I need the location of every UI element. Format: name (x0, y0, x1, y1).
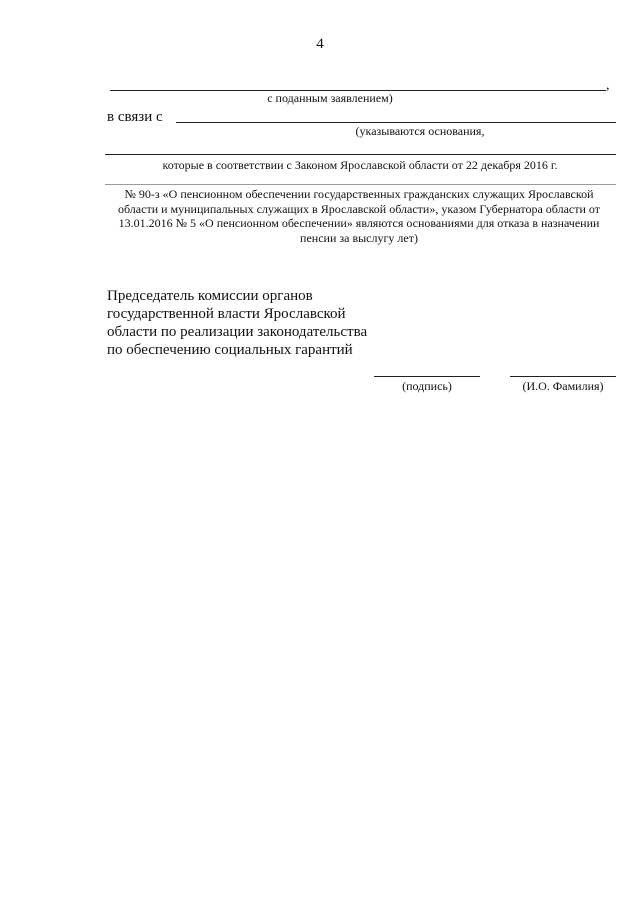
blank-line-grounds-continued[interactable] (105, 154, 616, 155)
name-line[interactable] (510, 376, 616, 377)
caption-grounds: (указываются основания, (355, 124, 485, 138)
trailing-comma: , (606, 78, 610, 93)
caption-signature: (подпись) (402, 379, 452, 393)
caption-law: которые в соответствии с Законом Ярославской области от 22 декабря 2016 г. (162, 158, 558, 172)
caption-application: с поданным заявлением) (267, 91, 393, 105)
label-in-connection: в связи с (107, 109, 163, 125)
page-number: 4 (316, 36, 324, 52)
law-paragraph: № 90-з «О пенсионном обеспечении государственных гражданских служащих Ярославской области и муниципальных служащих в Ярославской области», указом Губернатора области от 13.01.2016 № 5 «О пенсионном обеспечении» являются основаниями для отказа в назначении пенсии за выслугу лет) (118, 187, 600, 245)
caption-name: (И.О. Фамилия) (522, 379, 604, 393)
signature-line[interactable] (374, 376, 480, 377)
chairman-title: Председатель комиссии органов государственной власти Ярославской области по реализации законодательства по обеспечению социальных гарантий (107, 288, 368, 358)
blank-line-grounds[interactable] (176, 122, 616, 123)
divider-line (105, 184, 616, 185)
